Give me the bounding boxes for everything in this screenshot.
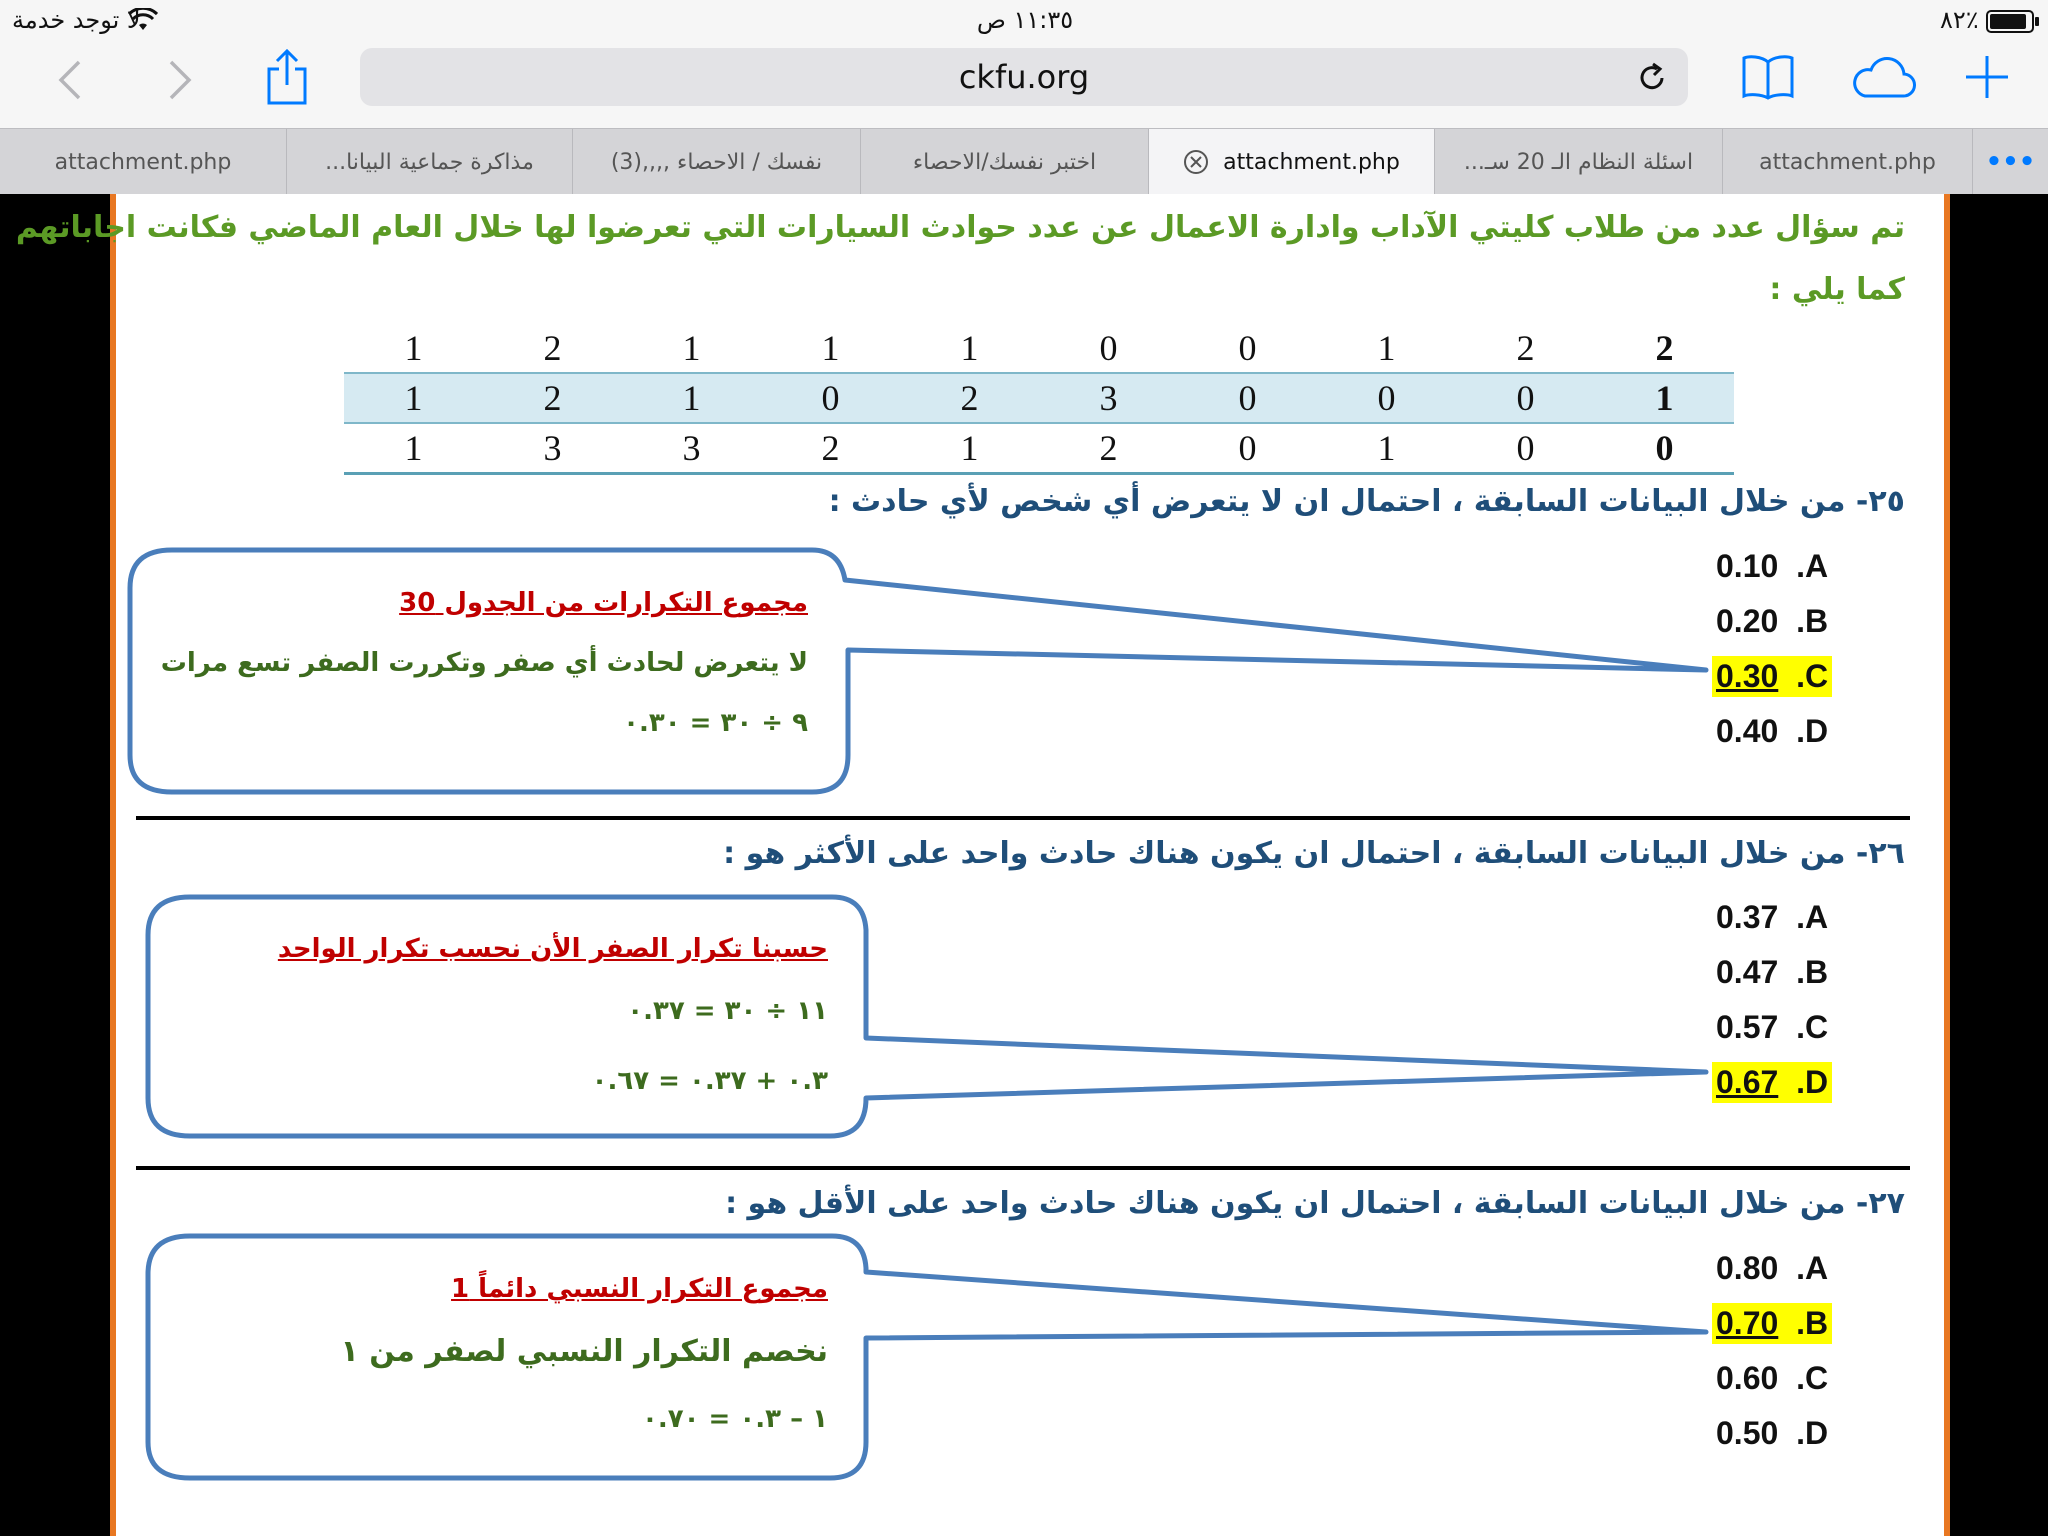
q27-note-line2: نخصم التكرار النسبي لصفر من ١ [340,1334,828,1369]
battery-percent: ٨٢٪ [1940,6,1979,34]
carrier-text: لا توجد خدمة [12,6,141,34]
q25-option-a[interactable]: A. 0.10 [1716,548,1829,584]
table-cell: 0 [1456,423,1595,474]
table-cell: 0 [1317,373,1456,423]
table-cell: 1 [622,373,761,423]
table-cell: 3 [483,423,622,474]
table-cell: 3 [1039,373,1178,423]
q25-option-c-correct[interactable]: C. 0.30 [1712,656,1832,697]
table-cell: 0 [1456,373,1595,423]
table-cell: 0 [1178,423,1317,474]
table-cell: 2 [543,328,562,368]
question-intro-line1: تم سؤال عدد من طلاب كليتي الآداب وادارة الاعمال عن عدد حوادث السيارات التي تعرضوا لها خلال العام الماضي فكانت اجاباتهم [15,210,1905,245]
q27-note-title: مجموع التكرار النسبي دائماً 1 [451,1274,828,1304]
q26-title: ٢٦- من خلال البيانات السابقة ، احتمال ان يكون هناك حادث واحد على الأكثر هو : [723,836,1905,871]
section-divider [136,1166,1910,1170]
q26-option-a[interactable]: A. 0.37 [1716,899,1829,935]
q27-note-line3: ١ – ٠.٣ = ٠.٧٠ [642,1404,828,1434]
q27-option-b-correct[interactable]: B. 0.70 [1712,1303,1832,1344]
q25-note-title: مجموع التكرارات من الجدول 30 [399,588,808,618]
table-cell: 1 [344,373,483,423]
q25-note-line3: ٩ ÷ ٣٠ = ٠.٣٠ [623,708,808,738]
table-cell: 1 [900,423,1039,474]
table-cell: 2 [1516,328,1535,368]
tab[interactable]: attachment.php [1722,129,1972,195]
tab[interactable]: attachment.php [54,149,232,175]
table-cell: 2 [761,423,900,474]
table-cell: 1 [1377,328,1396,368]
tab[interactable]: اسئلة النظام الـ 20 سـ... [1434,129,1722,195]
table-cell: 0 [1099,328,1118,368]
tab[interactable]: مذاكرة جماعية البيانا... [286,129,572,195]
table-cell: 1 [821,328,840,368]
q26-callout-shape [148,897,1706,1136]
q25-note-line2: لا يتعرض لحادث أي صفر وتكررت الصفر تسع مرات [160,648,808,678]
q26-note-line2: ١١ ÷ ٣٠ = ٠.٣٧ [627,996,828,1026]
q27-option-c[interactable]: C. 0.60 [1716,1360,1829,1396]
question-intro-line2: كما يلي : [1769,272,1905,307]
table-cell: 2 [483,373,622,423]
table-cell: 1 [344,423,483,474]
table-cell: 2 [1655,328,1674,368]
clock: ١١:٣٥ ص [976,6,1074,34]
table-cell: 0 [1238,328,1257,368]
q26-note-title: حسبنا تكرار الصفر الأن نحسب تكرار الواحد [277,934,828,964]
tab-active[interactable]: attachment.php [1148,129,1434,195]
table-cell: 3 [622,423,761,474]
q26-option-b[interactable]: B. 0.47 [1716,954,1829,990]
q26-option-d-correct[interactable]: D. 0.67 [1712,1062,1832,1103]
table-cell: 0 [1178,373,1317,423]
table-cell: 0 [1595,423,1734,474]
url-text: ckfu.org [958,58,1090,96]
tab[interactable]: نفسك / الاحصاء ,,,,(3) [572,129,860,195]
table-cell: 1 [960,328,979,368]
q25-option-b[interactable]: B. 0.20 [1716,603,1829,639]
table-cell: 1 [682,328,701,368]
table-cell: 2 [1039,423,1178,474]
q25-title: ٢٥- من خلال البيانات السابقة ، احتمال ان لا يتعرض أي شخص لأي حادث : [828,484,1905,519]
table-cell: 2 [900,373,1039,423]
q27-option-a[interactable]: A. 0.80 [1716,1250,1829,1286]
more-tabs-button[interactable]: ••• [1972,129,2048,195]
tab[interactable]: اختبر نفسك/الاحصاء [860,129,1148,195]
q27-title: ٢٧- من خلال البيانات السابقة ، احتمال ان يكون هناك حادث واحد على الأقل هو : [725,1186,1905,1221]
q25-option-d[interactable]: D. 0.40 [1716,713,1829,749]
table-cell: 1 [404,328,423,368]
table-cell: 1 [1317,423,1456,474]
section-divider [136,816,1910,820]
table-cell: 0 [761,373,900,423]
q26-option-c[interactable]: C. 0.57 [1716,1009,1829,1045]
q26-note-line3: ٠.٣ + ٠.٣٧ = ٠.٦٧ [591,1066,828,1096]
table-cell: 1 [1595,373,1734,423]
q27-option-d[interactable]: D. 0.50 [1716,1415,1829,1451]
